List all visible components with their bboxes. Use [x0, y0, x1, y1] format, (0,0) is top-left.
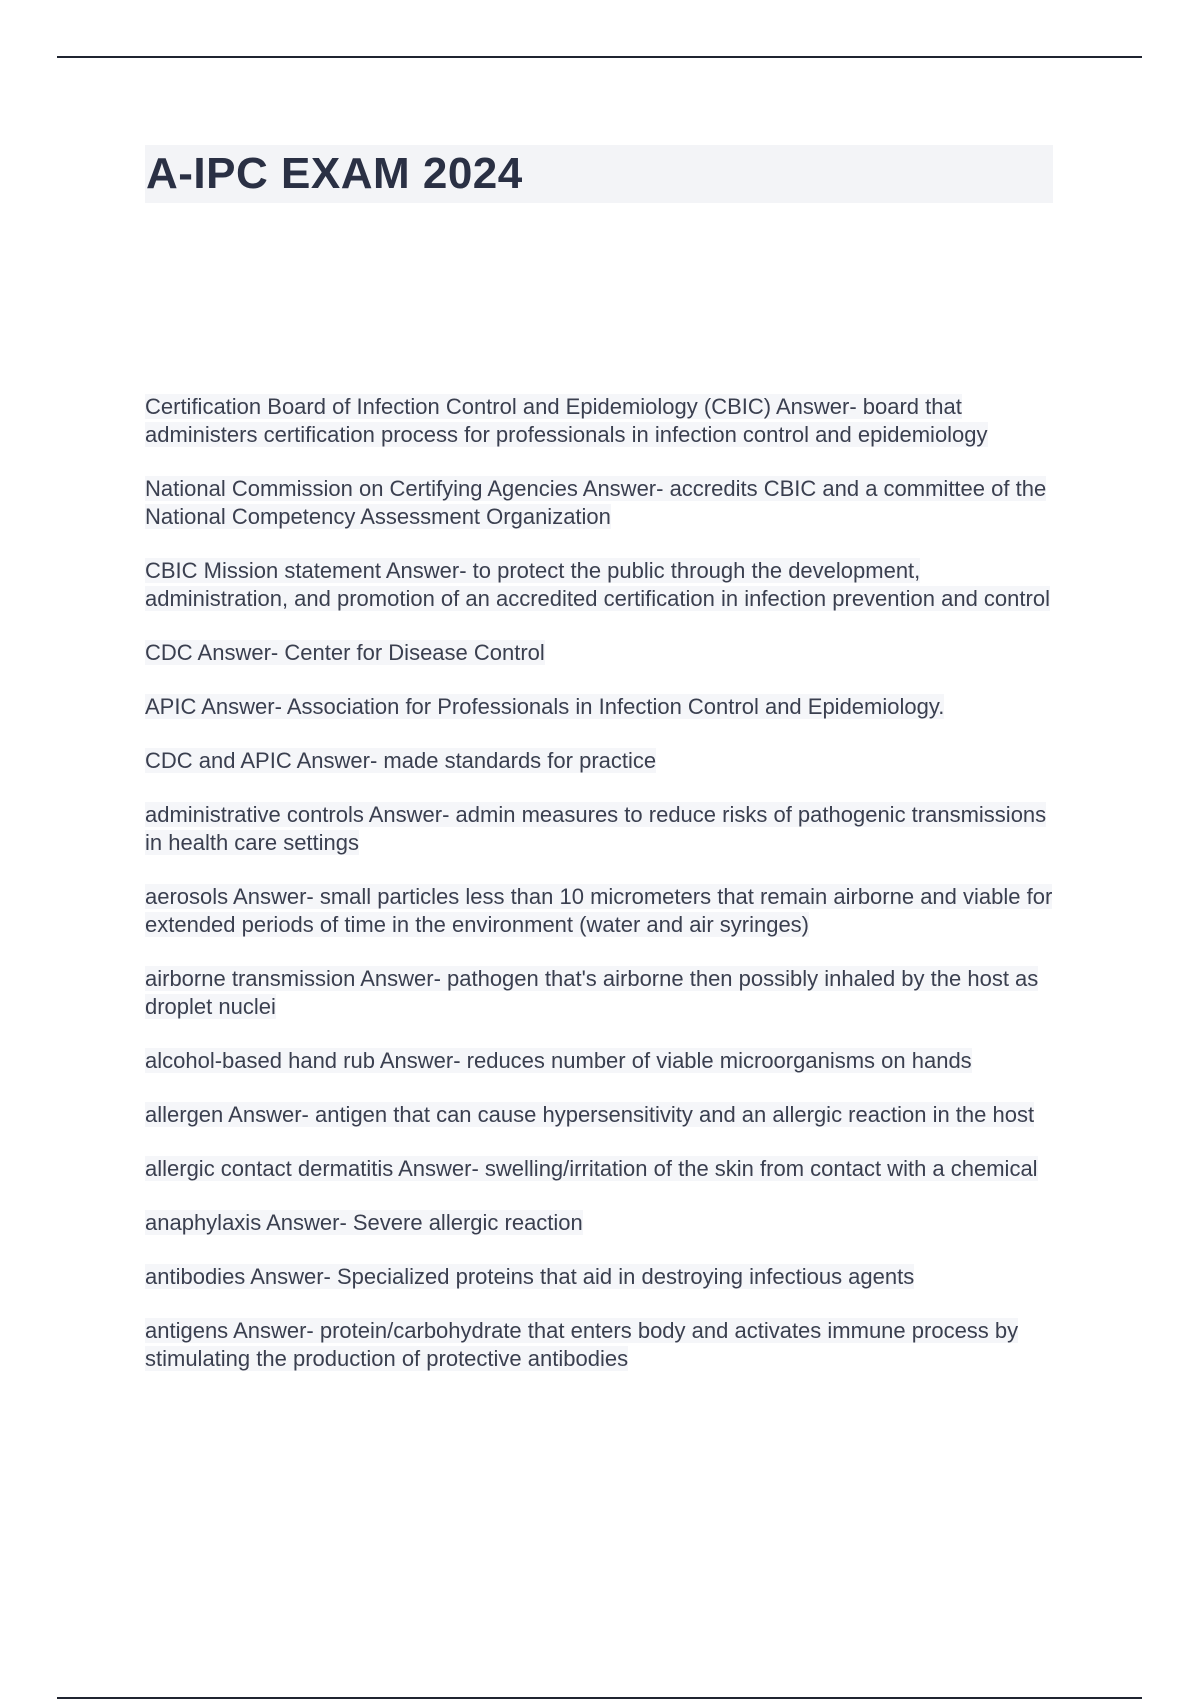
list-item — [145, 1263, 1060, 1291]
entry-text: aerosols Answer- small particles less than 10 micrometers that remain airborne and viable for extended periods of time in the environment (water and air syringes) — [145, 884, 1053, 937]
list-item — [145, 801, 1060, 857]
page-title: A-IPC EXAM 2024 — [146, 149, 523, 198]
header-rule — [57, 56, 1142, 58]
entry-text: allergic contact dermatitis Answer- swelling/irritation of the skin from contact with a chemical — [145, 1156, 1038, 1181]
list-item — [145, 965, 1060, 1021]
list-item — [145, 1101, 1060, 1129]
entry-text: administrative controls Answer- admin measures to reduce risks of pathogenic transmissions in health care settings — [145, 802, 1047, 855]
list-item — [145, 639, 1060, 667]
entry-text: APIC Answer- Association for Professionals in Infection Control and Epidemiology. — [145, 694, 945, 719]
list-item — [145, 693, 1060, 721]
entry-text: allergen Answer- antigen that can cause hypersensitivity and an allergic reaction in the host — [145, 1102, 1035, 1127]
list-item — [145, 883, 1060, 939]
list-item — [145, 1155, 1060, 1183]
entry-list — [145, 393, 1060, 1399]
entry-text: Certification Board of Infection Control and Epidemiology (CBIC) Answer- board that administers certification process for professionals in infection control and epidemiology — [145, 394, 988, 447]
footer-rule — [57, 1697, 1142, 1699]
list-item — [145, 1047, 1060, 1075]
entry-text: CDC Answer- Center for Disease Control — [145, 640, 545, 665]
entry-text: airborne transmission Answer- pathogen that's airborne then possibly inhaled by the host as droplet nuclei — [145, 966, 1039, 1019]
entry-text: alcohol-based hand rub Answer- reduces number of viable microorganisms on hands — [145, 1048, 972, 1073]
list-item — [145, 475, 1060, 531]
list-item — [145, 1209, 1060, 1237]
list-item — [145, 747, 1060, 775]
entry-text: National Commission on Certifying Agencies Answer- accredits CBIC and a committee of the National Competency Assessment Organization — [145, 476, 1047, 529]
entry-text: antigens Answer- protein/carbohydrate that enters body and activates immune process by stimulating the production of protective antibodies — [145, 1318, 1019, 1371]
entry-text: CBIC Mission statement Answer- to protect the public through the development, administration, and promotion of an accredited certification in infection prevention and control — [145, 558, 1050, 611]
list-item — [145, 393, 1060, 449]
list-item — [145, 1317, 1060, 1373]
entry-text: antibodies Answer- Specialized proteins that aid in destroying infectious agents — [145, 1264, 915, 1289]
list-item — [145, 557, 1060, 613]
entry-text: CDC and APIC Answer- made standards for practice — [145, 748, 657, 773]
entry-text: anaphylaxis Answer- Severe allergic reaction — [145, 1210, 583, 1235]
